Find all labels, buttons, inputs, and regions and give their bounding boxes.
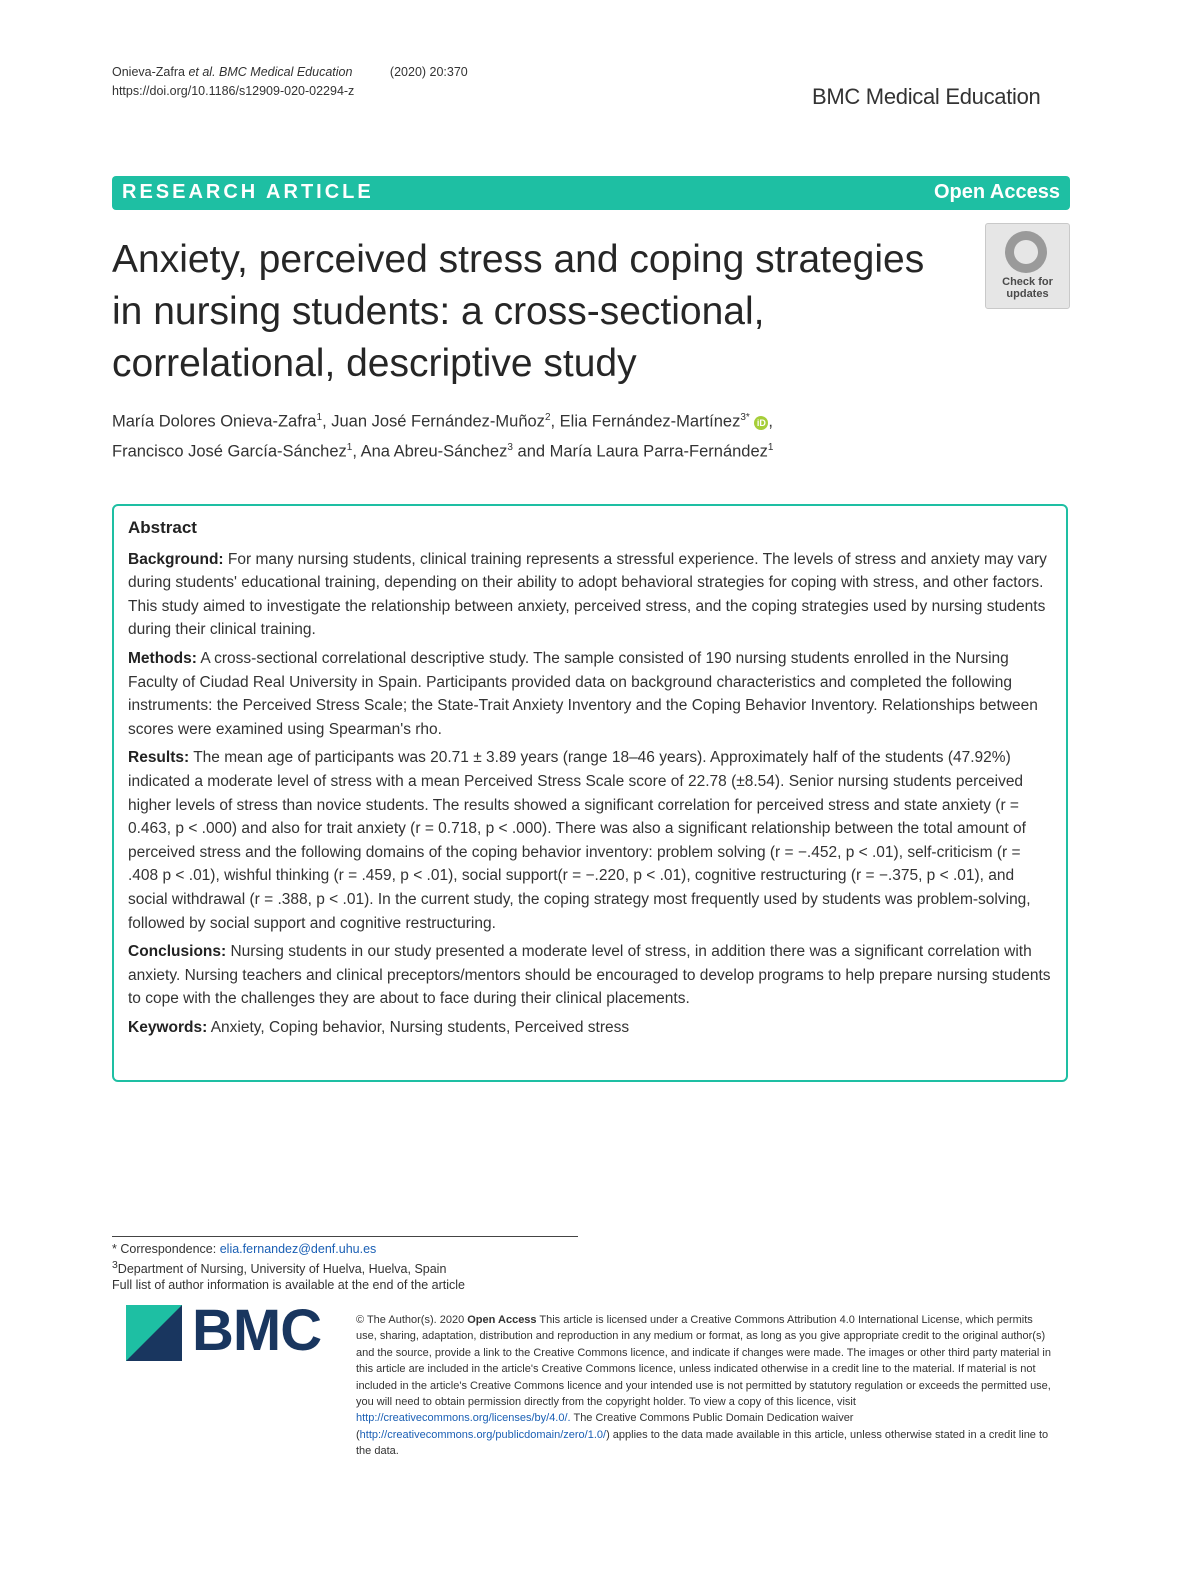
- results-text: The mean age of participants was 20.71 ± 3.89 years (range 18–46 years). Approximately half of the students (47.92%) indicated a moderate level of stress with a mean Perceived Stress Scale score of 22.78 (±8.54). Senior nursing students perceived higher levels of stress than novice students. The results showed a significant correlation for perceived stress and state anxiety (r = 0.463, p < .000) and also for trait anxiety (r = 0.718, p < .000). There was also a significant relationship between the total amount of perceived stress and the following domains of the coping behavior inventory: problem solving (r = −.452, p < .01), self-criticism (r = .408 p < .01), wishful thinking (r = .459, p < .01), social support(r = −.220, p < .01), cognitive restructuring (r = −.375, p < .01), and social withdrawal (r = .388, p < .01). In the current study, the coping strategy most frequently used by students was problem-solving, followed by social support and cognitive restructuring.: [128, 749, 1031, 932]
- citation-volume: (2020) 20:370: [389, 65, 468, 79]
- licence-tail: ) applies to the data made available in this article, unless otherwise stated in a credit line to the data.: [356, 1428, 1049, 1458]
- author-affiliation: 1: [767, 441, 774, 453]
- conclusions-text: Nursing students in our study presented a moderate level of stress, in addition there was a significant correlation with anxiety. Nursing teachers and clinical preceptors/mentors should be encouraged to develop programs to help prepare nursing students to cope with the challenges they are about to face during their clinical placements.: [128, 943, 1051, 1008]
- keywords-label: Keywords:: [128, 1018, 208, 1036]
- affiliation-note: [112, 1260, 446, 1276]
- author-name: Ana Abreu-Sánchez: [360, 442, 508, 460]
- abstract-methods: [128, 647, 1053, 741]
- orcid-icon[interactable]: iD: [754, 416, 768, 430]
- author-affiliation: 3*: [740, 412, 750, 423]
- author-name: María Laura Parra-Fernández: [549, 442, 768, 460]
- affiliation-text: Department of Nursing, University of Huelva, Huelva, Spain: [117, 1262, 447, 1277]
- citation-line: [112, 65, 468, 79]
- licence-open-access: Open Access: [467, 1314, 537, 1326]
- licence-waiver: The Creative Commons Public Domain Dedication waiver (: [356, 1412, 854, 1441]
- licence-lead: © The Author(s). 2020: [356, 1314, 465, 1326]
- doi-link[interactable]: https://doi.org/10.1186/s12909-020-02294-z: [112, 84, 355, 98]
- background-label: Background:: [128, 550, 224, 568]
- abstract-keywords: [128, 1016, 1053, 1040]
- journal-brand: BMC Medical Education: [812, 84, 1041, 109]
- bmc-logo-text: BMC: [192, 1298, 322, 1363]
- citation-etal: et al.: [188, 65, 216, 79]
- author-affiliation: 1: [316, 412, 323, 423]
- author-list: María Dolores Onieva-Zafra$^1$, Juan José Fernández-Muñoz$^2$, Elia Fernández-Martínez$^{3*}$ iD , Francisco José García-Sánchez$^1$, Ana Abreu-Sánchez$^3$ and María Laura Parra-Fernández$^1$: [112, 412, 774, 460]
- crossmark-icon: [1005, 231, 1047, 273]
- correspondence-note: [112, 1242, 376, 1256]
- methods-text: A cross-sectional correlational descriptive study. The sample consisted of 190 nursing students enrolled in the Nursing Faculty of Ciudad Real University in Spain. Participants provided data on background characteristics and completed the following instruments: the Perceived Stress Scale; the State-Trait Anxiety Inventory and the Coping Behavior Inventory. Relationships between scores were examined using Spearman's rho.: [128, 649, 1038, 738]
- bmc-logo-mark-icon: [126, 1305, 182, 1361]
- citation-journal: BMC Medical Education: [219, 65, 353, 79]
- results-label: Results:: [128, 749, 190, 767]
- bmc-logo: [126, 1298, 331, 1363]
- abstract-heading: Abstract: [128, 518, 197, 537]
- abstract-box: [112, 504, 1068, 1082]
- author-name: Juan José Fernández-Muñoz: [331, 412, 545, 431]
- licence-body: This article is licensed under a Creative Commons Attribution 4.0 International License, which permits use, sharing, adaptation, distribution and reproduction in any medium or format, as long as you give appropriate credit to the original author(s) and the source, provide a link to the Creative Commons licence, and indicate if changes were made. The images or other third party material in this article are included in the article's Creative Commons licence, unless indicated otherwise in a credit line to the material. If material is not included in the article's Creative Commons licence and your intended use is not permitted by statutory regulation or exceeds the permitted use, you will need to obtain permission directly from the copyright holder. To view a copy of this licence, visit: [356, 1314, 1051, 1409]
- article-banner: [112, 176, 1070, 210]
- author-name: Elia Fernández-Martínez: [559, 412, 741, 431]
- article-type: RESEARCH ARTICLE: [122, 181, 374, 203]
- author-info-note: Full list of author information is available at the end of the article: [112, 1278, 465, 1292]
- citation-authors: Onieva-Zafra: [112, 65, 185, 79]
- conclusions-label: Conclusions:: [128, 943, 227, 961]
- background-text: For many nursing students, clinical training represents a stressful experience. The levels of stress and anxiety may vary during students' educational training, depending on their ability to adopt behavioral strategies for coping with stress, and other factors. This study aimed to investigate the relationship between anxiety, perceived stress, and the coping strategies used by nursing students during their clinical training.: [128, 550, 1047, 639]
- author-affiliation: 1: [346, 441, 353, 453]
- open-access-label: Open Access: [934, 181, 1060, 203]
- abstract-results: [128, 746, 1053, 935]
- abstract-conclusions: [128, 940, 1053, 1011]
- footnote-divider: [112, 1236, 578, 1237]
- article-title: Anxiety, perceived stress and coping strategies in nursing students: a cross-sectional, correlational, descriptive study: [112, 238, 925, 385]
- keywords-text: Anxiety, Coping behavior, Nursing students, Perceived stress: [210, 1018, 630, 1036]
- abstract-background: [128, 548, 1053, 642]
- check-for-updates-label: Check for updates: [1002, 276, 1053, 300]
- check-for-updates-badge[interactable]: [985, 223, 1070, 309]
- correspondence-email-link[interactable]: elia.fernandez@denf.uhu.es: [219, 1242, 377, 1256]
- methods-label: Methods:: [128, 649, 197, 667]
- licence-text: [356, 1312, 1056, 1460]
- author-name: Francisco José García-Sánchez: [112, 442, 347, 460]
- author-affiliation: 2: [544, 412, 551, 423]
- correspondence-label: * Correspondence:: [112, 1242, 217, 1256]
- author-affiliation: 3: [507, 441, 513, 453]
- affiliation-number: 3: [112, 1260, 118, 1271]
- cc-by-link[interactable]: http://creativecommons.org/licenses/by/4.0/.: [356, 1412, 571, 1425]
- author-name: María Dolores Onieva-Zafra: [112, 412, 317, 431]
- cc-zero-link[interactable]: http://creativecommons.org/publicdomain/zero/1.0/: [359, 1428, 607, 1441]
